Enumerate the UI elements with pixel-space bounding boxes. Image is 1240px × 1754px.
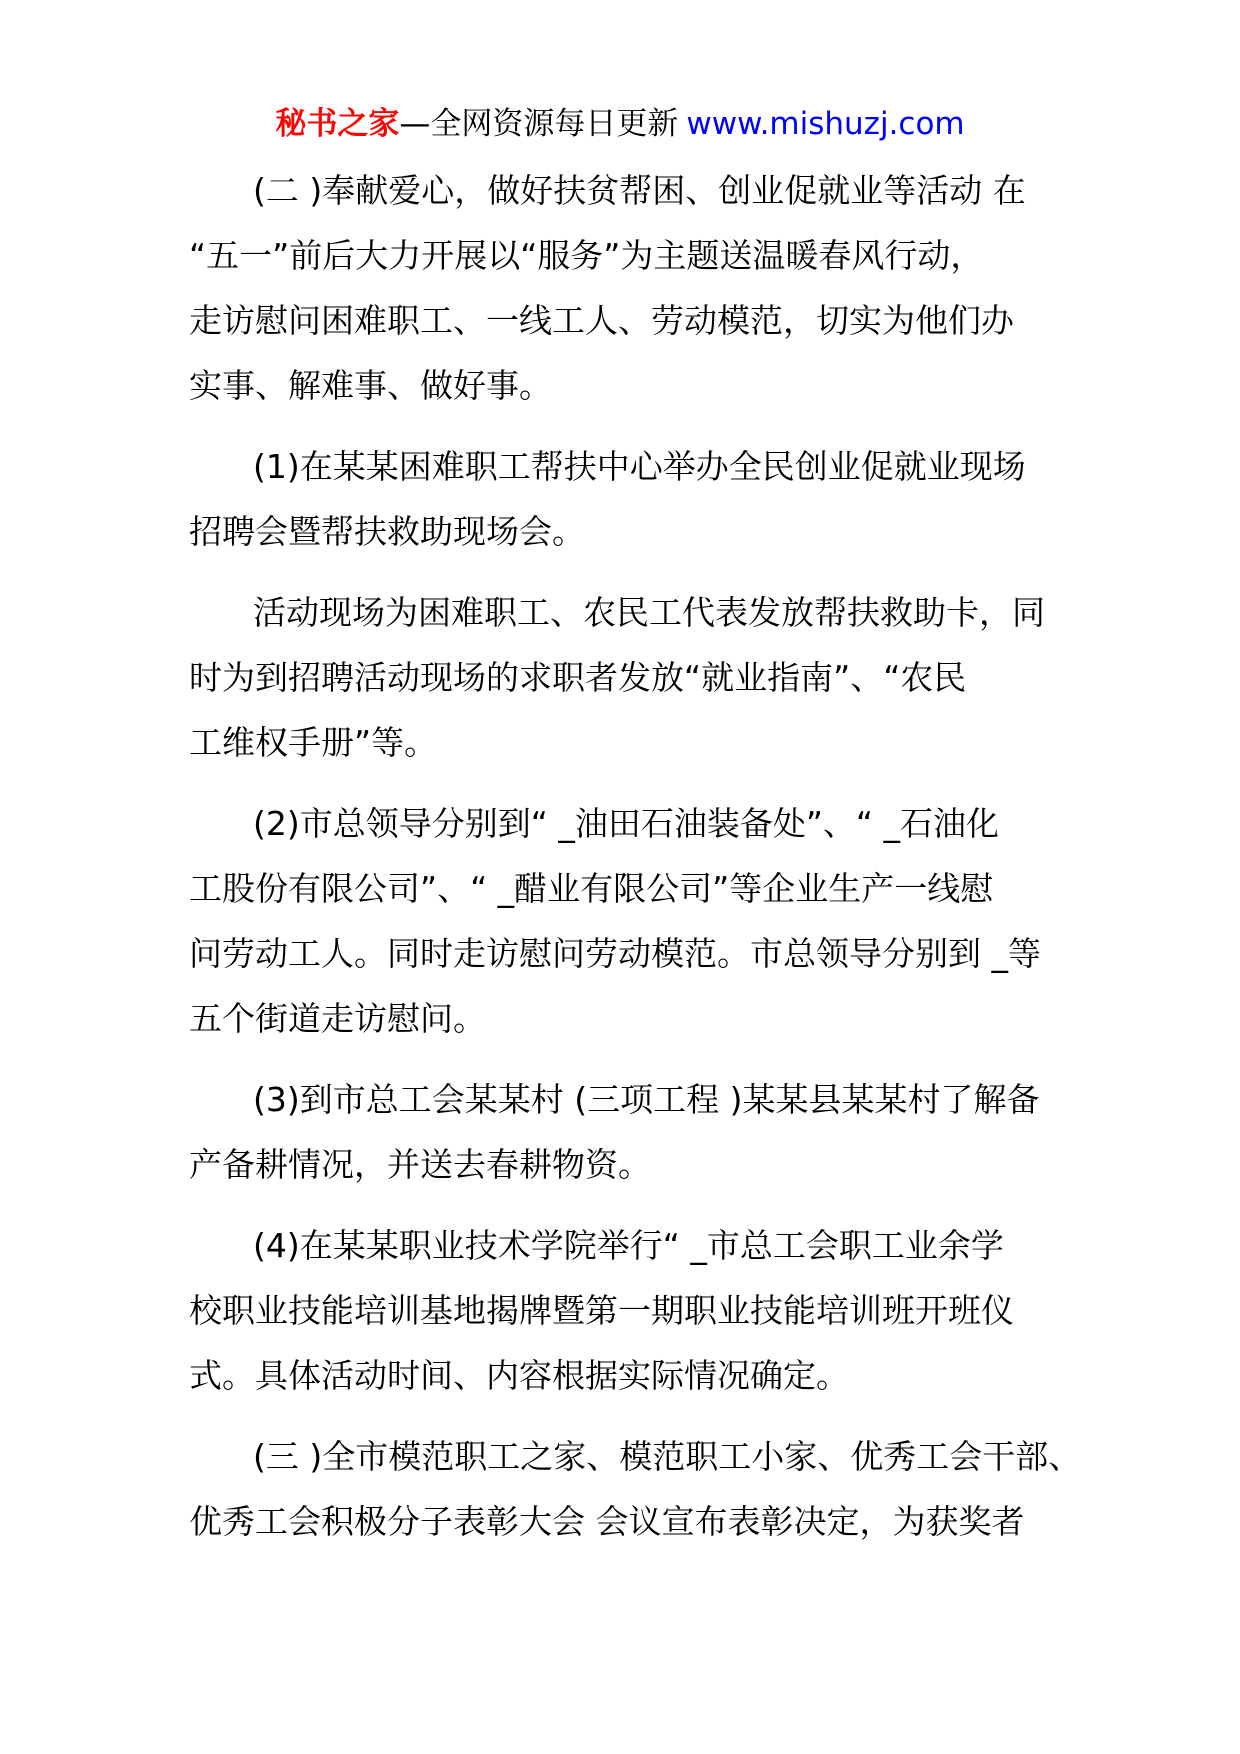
- text-line: 五个街道走访慰问。: [189, 999, 486, 1038]
- paragraph: [189, 1424, 1149, 1554]
- text-line: 时为到招聘活动现场的求职者发放“就业指南”、“农民: [189, 658, 967, 697]
- text-line: (3)到市总工会某某村 (三项工程 )某某县某某村了解备: [253, 1080, 1040, 1119]
- text-line: 式。具体活动时间、内容根据实际情况确定。: [189, 1356, 849, 1395]
- text-line: 校职业技能培训基地揭牌暨第一期职业技能培训班开班仪: [189, 1291, 1014, 1330]
- paragraph: [189, 434, 1149, 564]
- text-line: 优秀工会积极分子表彰大会 会议宣布表彰决定，为获奖者: [189, 1502, 1025, 1541]
- paragraph: [189, 158, 1149, 418]
- document-body: [189, 158, 1149, 1570]
- text-line: 实事、解难事、做好事。: [189, 366, 552, 405]
- paragraph: [189, 1067, 1149, 1197]
- paragraph: [189, 580, 1149, 775]
- text-line: 活动现场为困难职工、农民工代表发放帮扶救助卡，同: [253, 593, 1045, 632]
- text-line: 走访慰问困难职工、一线工人、劳动模范，切实为他们办: [189, 301, 1014, 340]
- text-line: (三 )全市模范职工之家、模范职工小家、优秀工会干部、: [253, 1437, 1082, 1476]
- text-line: 招聘会暨帮扶救助现场会。: [189, 512, 585, 551]
- header-tagline: —全网资源每日更新: [399, 106, 679, 142]
- text-line: (1)在某某困难职工帮扶中心举办全民创业促就业现场: [253, 447, 1026, 486]
- site-header: [0, 104, 1240, 144]
- paragraph: [189, 1213, 1149, 1408]
- paragraph: [189, 791, 1149, 1051]
- text-line: 工股份有限公司”、“ _醋业有限公司”等企业生产一线慰: [189, 869, 994, 908]
- text-line: 问劳动工人。同时走访慰问劳动模范。市总领导分别到 _等: [189, 934, 1041, 973]
- text-line: (二 )奉献爱心，做好扶贫帮困、创业促就业等活动 在: [253, 171, 1026, 210]
- text-line: 工维权手册”等。: [189, 723, 438, 762]
- text-line: 产备耕情况，并送去春耕物资。: [189, 1145, 651, 1184]
- text-line: (2)市总领导分别到“ _油田石油装备处”、“ _石油化: [253, 804, 1000, 843]
- site-url: www.mishuzj.com: [686, 106, 965, 142]
- text-line: “五一”前后大力开展以“服务”为主题送温暖春风行动，: [189, 236, 984, 275]
- brand-name: 秘书之家: [275, 106, 400, 142]
- text-line: (4)在某某职业技术学院举行“ _市总工会职工业余学: [253, 1226, 1004, 1265]
